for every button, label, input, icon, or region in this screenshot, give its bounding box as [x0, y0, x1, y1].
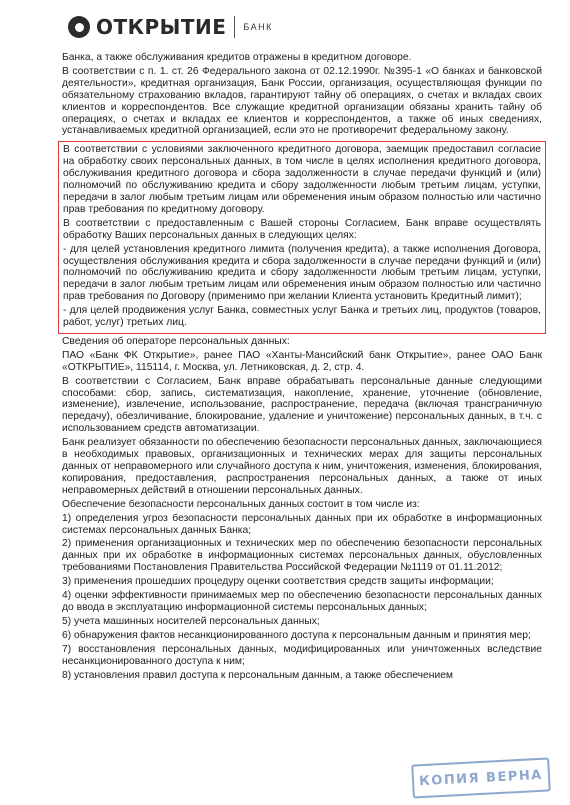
list-item: 7) восстановления персональных данных, модифицированных или уничтоженных вследствие несанкционированного доступа к ним; [62, 643, 542, 667]
brand-name: ОТКРЫТИЕ [96, 15, 227, 39]
page-header [68, 10, 273, 44]
list-item: - для целей продвижения услуг Банка, совместных услуг Банка и третьих лиц, продуктов (товаров, работ, услуг) третьих лиц. [63, 305, 541, 329]
paragraph: Банка, а также обслуживания кредитов отражены в кредитном договоре. [62, 52, 412, 63]
list-item: 2) применения организационных и технических мер по обеспечению безопасности персональных данных при их обработке в информационных системах персональных данных, обусловленных требованиями Постановления Правительства Российской Федерации №1119 от 01.11.2012; [62, 538, 542, 574]
paragraph: В соответствии с Согласием, Банк вправе обрабатывать персональные данные следующими способами: сбор, запись, систематизация, накопление, хранение, уточнение (обновление, изменение), извлечение, использование, распространение, передача (включая трансграничную передачу), обезличивание, блокирование, удаление и уничтожение) персональных данных, в т.ч. с использованием средств автоматизации. [62, 375, 542, 435]
paragraph: В соответствии с п. 1. ст. 26 Федерального закона от 02.12.1990г. №395-1 «О банках и банковской деятельности», кредитная организация, Банк России, организация, осуществляющая функции по обязательному страхованию вкладов, гарантируют тайну об операциях, о счетах и вкладах своих клиентов и корреспондентов. Все служащие кредитной организации обязаны хранить тайну об операциях, о счетах и вкладах ее клиентов и корреспондентов, а также об иных сведениях, устанавливаемых кредитной организацией, если это не противоречит федеральному закону. [62, 65, 542, 137]
list-item: 5) учета машинных носителей персональных данных; [62, 615, 320, 627]
paragraph: Обеспечение безопасности персональных данных состоит в том числе из: [62, 498, 420, 510]
list-item: 4) оценки эффективности принимаемых мер по обеспечению безопасности персональных данных до ввода в эксплуатацию информационной системы персональных данных; [62, 590, 542, 613]
document-body [62, 52, 542, 683]
list-item: 6) обнаружения фактов несанкционированного доступа к персональным данным и принятия мер; [62, 629, 531, 641]
stamp-text: КОПИЯ ВЕРНА [418, 767, 544, 789]
paragraph: В соответствии с условиями заключенного кредитного договора, заемщик предоставил согласие на обработку своих персональных данных, в том числе в целях исполнения кредитного договора, обслуживания кредитного договора и сбора задолженности в случае передачи функций и (или) полномочий по обслуживанию кредита и сбору задолженности любым третьим лицам, уступки, передачи в залог любым третьим лицам или обременения иным образом полностью или частично прав требования по кредитному договору. [63, 144, 541, 215]
paragraph: Банк реализует обязанности по обеспечению безопасности персональных данных, заключающиеся в необходимых правовых, организационных и технических мерах для защиты персональных данных от неправомерного или случайного доступа к ним, уничтожения, изменения, блокирования, копирования, предоставления, распространения персональных данных, а также от иных неправомерных действий в отношении персональных данных. [62, 437, 542, 496]
list-item: 1) определения угроз безопасности персональных данных при их обработке в информационных системах персональных данных Банка; [62, 512, 542, 536]
paragraph: ПАО «Банк ФК Открытие», ранее ПАО «Ханты-Мансийский банк Открытие», ранее ОАО Банк «ОТКРЫТИЕ», 115114, г. Москва, ул. Летниковская, д. 2, стр. 4. [62, 349, 542, 373]
highlighted-section [58, 141, 546, 334]
copy-certified-stamp [411, 757, 551, 798]
list-item: - для целей установления кредитного лимита (получения кредита), а также исполнения Договора, осуществления обслуживания кредита и сбора задолженности в случае передачи функций и (или) полномочий по обслуживанию кредита и сбору задолженности любым третьим лицам, уступки, передачи в залог любым третьим лицам или обременения иным образом полностью или частично прав требования по Договору (применимо при желании Клиента установить Кредитный лимит); [63, 243, 541, 303]
list-item: 3) применения прошедших процедуру оценки соответствия средств защиты информации; [62, 576, 494, 588]
paragraph: В соответствии с предоставленным с Вашей стороны Согласием, Банк вправе осуществлять обработку Ваших персональных данных в следующих целях: [63, 217, 541, 241]
list-item: 8) установления правил доступа к персональным данным, а также обеспечением [62, 669, 454, 681]
brand-bank-label: БАНК [243, 22, 273, 32]
otkritie-logo-icon [68, 16, 90, 38]
paragraph: Сведения об операторе персональных данных: [62, 335, 290, 347]
logo-divider [234, 16, 235, 38]
